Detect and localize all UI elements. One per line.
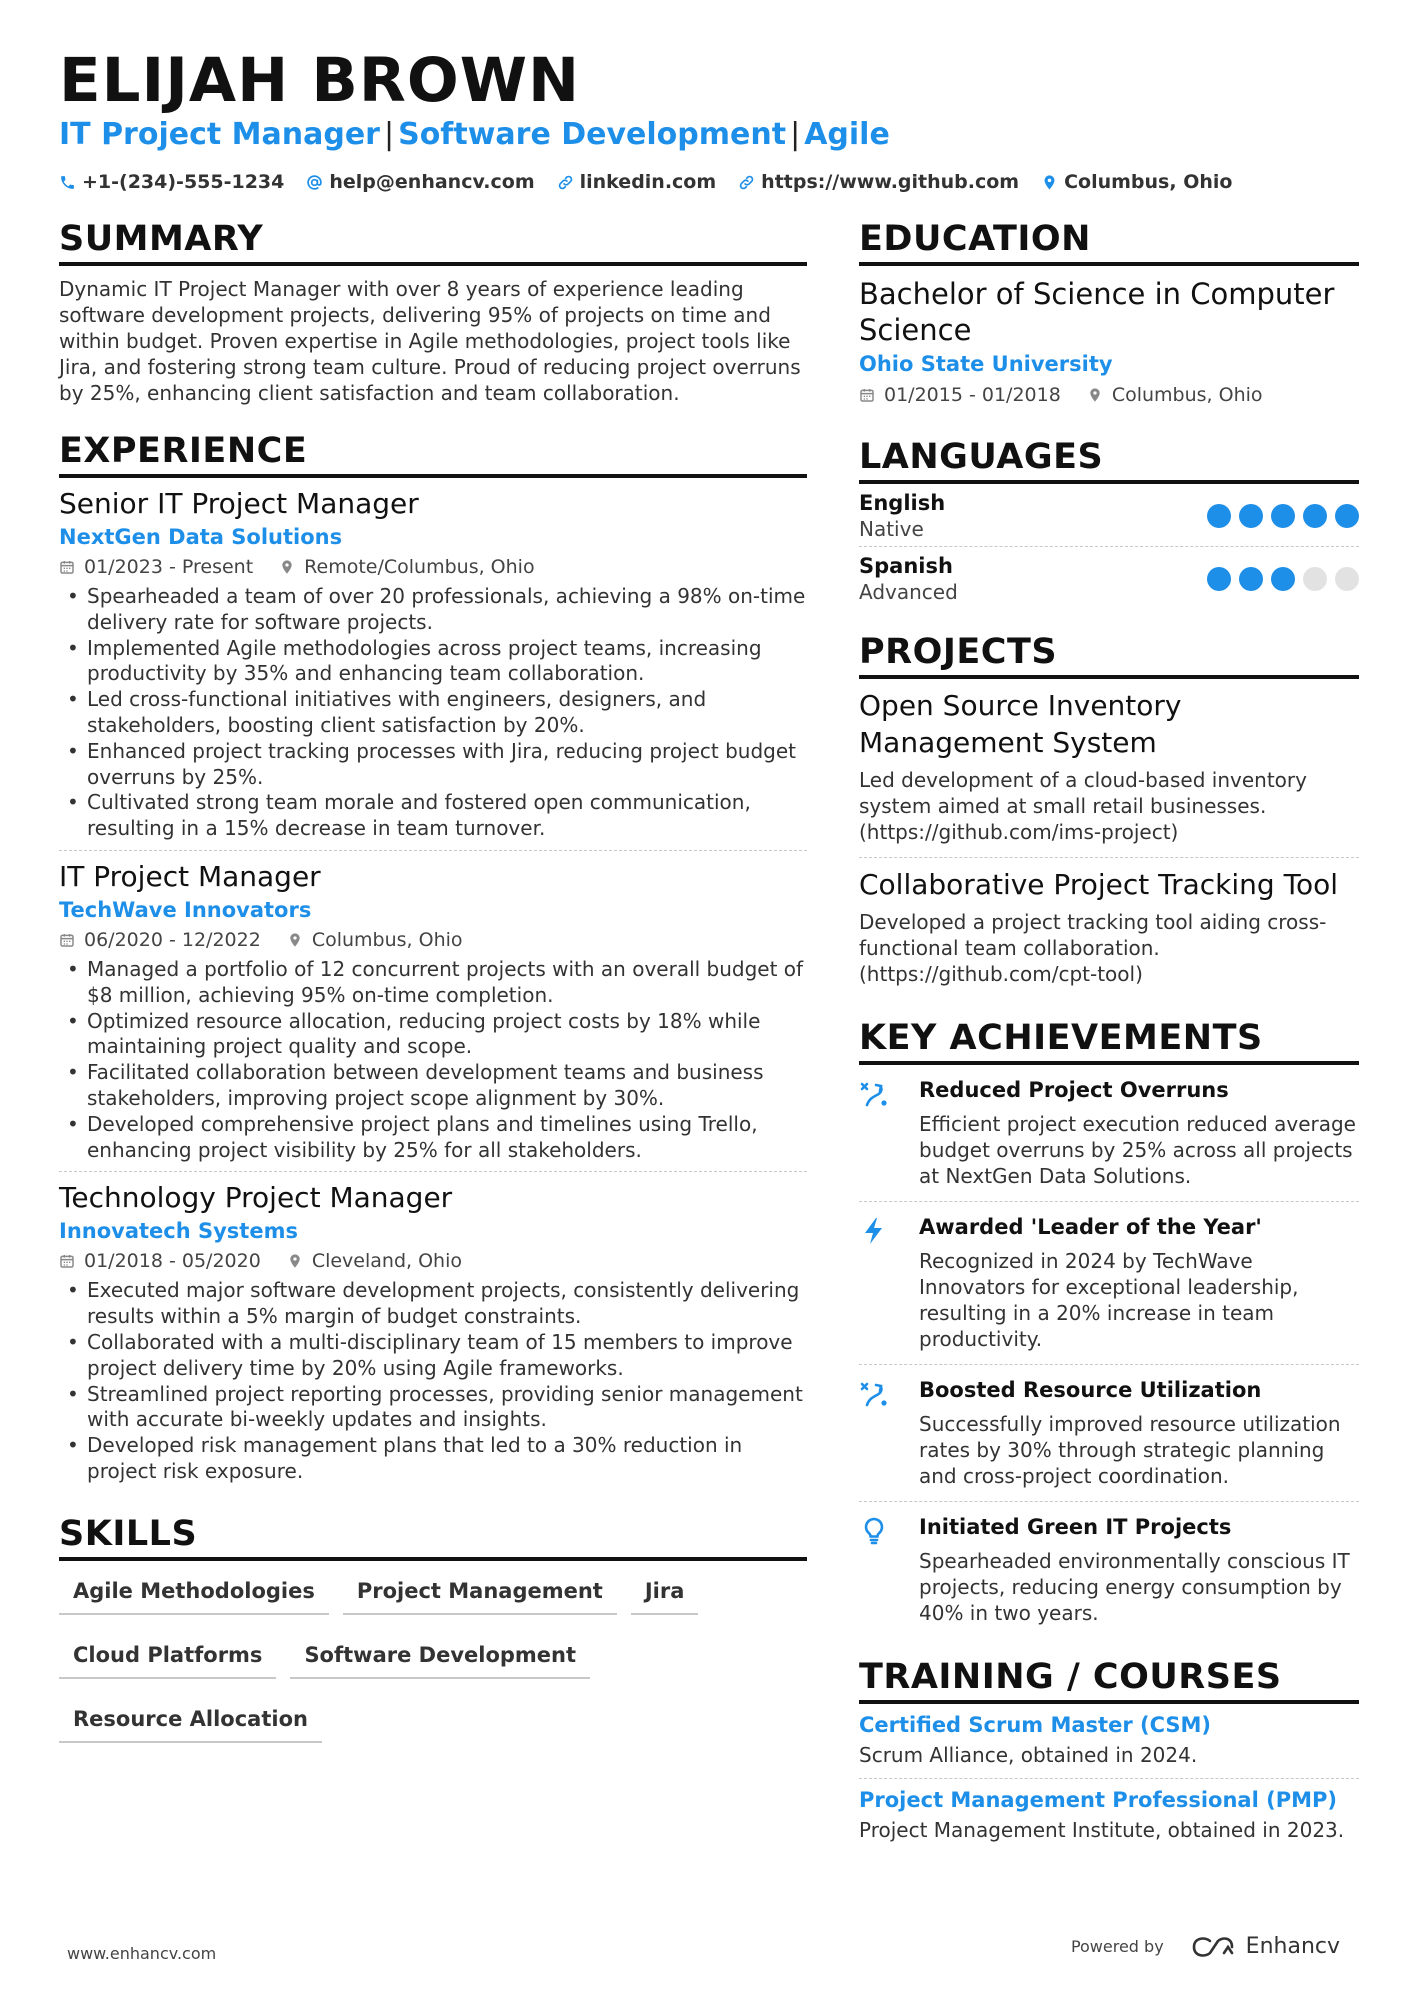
location-text: Cleveland, Ohio [311, 1250, 462, 1273]
phone-icon [59, 174, 76, 191]
date-range: 06/2020 - 12/2022 [84, 928, 261, 951]
achievement-description: Successfully improved resource utilization rates by 30% through strategic planning and cross-project coordination. [919, 1412, 1341, 1488]
training-heading: TRAINING / COURSES [859, 1656, 1359, 1704]
course-description: Scrum Alliance, obtained in 2024. [859, 1743, 1198, 1767]
bullet-item: • Spearheaded a team of over 20 professionals, achieving a 98% on-time delivery rate for software projects. [59, 584, 807, 636]
school-name: Ohio State University [859, 352, 1113, 376]
skill-tag: Project Management [343, 1573, 617, 1615]
calendar-icon [59, 1253, 75, 1269]
course-title: Certified Scrum Master (CSM) [859, 1713, 1212, 1737]
bullet-item: • Cultivated strong team morale and fostered open communication, resulting in a 15% decrease in team turnover. [59, 790, 807, 842]
left-column [59, 218, 807, 1765]
skill-tag: Cloud Platforms [59, 1637, 276, 1679]
headline [59, 115, 890, 155]
bullet-item: • Collaborated with a multi-disciplinary team of 15 members to improve project delivery time by 20% using Agile frameworks. [59, 1330, 807, 1382]
lightning-icon [859, 1216, 889, 1246]
calendar-icon [859, 387, 875, 403]
contact-phone[interactable] [59, 171, 284, 193]
date-range: 01/2023 - Present [84, 556, 254, 578]
location-text: Columbus, Ohio [311, 928, 463, 951]
rating-dot-filled [1207, 567, 1231, 591]
bullet-item: • Led cross-functional initiatives with engineers, designers, and stakeholders, boosting client satisfaction by 20%. [59, 687, 807, 739]
location-pin-icon [1041, 174, 1058, 191]
linkedin-url: linkedin.com [579, 171, 717, 193]
bullet-item: • Optimized resource allocation, reducing project costs by 18% while maintaining project quality and scope. [59, 1009, 807, 1061]
location-text: Remote/Columbus, Ohio [304, 556, 535, 578]
enhancv-logo[interactable] [1190, 1934, 1340, 1959]
job-dates [59, 925, 261, 955]
rating-dot-filled [1239, 504, 1263, 528]
achievement-icon-wrap [859, 1214, 919, 1352]
language-level: Advanced [859, 580, 958, 604]
language-name: Spanish [859, 554, 953, 578]
job-meta [59, 1246, 807, 1276]
skills-heading: SKILLS [59, 1513, 807, 1561]
languages-heading: LANGUAGES [859, 436, 1359, 484]
experience-item [59, 486, 807, 851]
company-name: TechWave Innovators [59, 897, 312, 922]
language-rating [1199, 504, 1359, 528]
project-description: Developed a project tracking tool aiding cross-functional team collaboration. (https://github.com/cpt-tool) [859, 910, 1327, 986]
language-name: English [859, 491, 946, 515]
rating-dot-filled [1271, 504, 1295, 528]
at-icon [306, 174, 323, 191]
footer-website[interactable]: www.enhancv.com [67, 1944, 217, 1963]
education-location [1087, 380, 1263, 410]
rating-dot-filled [1239, 567, 1263, 591]
github-url: https://www.github.com [761, 171, 1020, 193]
location-pin-icon [287, 932, 303, 948]
bullet-item: • Developed risk management plans that led to a 30% reduction in project risk exposure. [59, 1433, 807, 1485]
bullet-item: • Developed comprehensive project plans and timelines using Trello, enhancing project visibility by 25% for all stakeholders. [59, 1112, 807, 1164]
job-title: Senior IT Project Manager [59, 487, 419, 520]
project-item [859, 687, 1359, 858]
rating-dot-empty [1335, 567, 1359, 591]
language-rating [1199, 567, 1359, 591]
candidate-name: ELIJAH BROWN [59, 45, 581, 116]
contact-bar [59, 168, 1254, 196]
rating-dot-filled [1303, 504, 1327, 528]
language-item [859, 547, 1359, 609]
contact-github[interactable] [738, 171, 1019, 193]
job-meta [59, 925, 807, 955]
achievement-item [859, 1202, 1359, 1365]
headline-separator: | [790, 117, 801, 152]
project-item [859, 866, 1359, 999]
job-title: IT Project Manager [59, 859, 321, 893]
rating-dot-filled [1207, 504, 1231, 528]
bullet-item: • Streamlined project reporting processes, providing senior management with accurate bi-weekly updates and insights. [59, 1382, 807, 1434]
job-dates [59, 1246, 261, 1276]
contact-linkedin[interactable] [557, 171, 717, 193]
location-text: Columbus, Ohio [1064, 171, 1233, 193]
powered-by-label: Powered by [1070, 1937, 1164, 1956]
lightbulb-icon [859, 1516, 889, 1546]
achievement-title: Awarded 'Leader of the Year' [919, 1215, 1262, 1239]
contact-location [1041, 171, 1232, 193]
bullet-item: • Enhanced project tracking processes with Jira, reducing project budget overruns by 25%. [59, 739, 807, 791]
experience-heading: EXPERIENCE [59, 430, 807, 478]
achievement-item [859, 1502, 1359, 1638]
date-range: 01/2018 - 05/2020 [84, 1250, 261, 1273]
rating-dot-filled [1271, 567, 1295, 591]
job-location [279, 552, 534, 582]
education-dates [859, 380, 1061, 410]
job-dates [59, 552, 253, 582]
summary-heading: SUMMARY [59, 218, 807, 266]
language-level: Native [859, 517, 924, 541]
location-text: Columbus, Ohio [1111, 384, 1263, 406]
headline-method: Agile [804, 117, 890, 152]
education-meta [859, 380, 1359, 410]
achievements-heading: KEY ACHIEVEMENTS [859, 1017, 1359, 1065]
project-description: Led development of a cloud-based inventory system aimed at small retail businesses. (https://github.com/ims-project) [859, 768, 1307, 844]
achievement-title: Boosted Resource Utilization [919, 1378, 1262, 1402]
job-title: Technology Project Manager [59, 1181, 453, 1215]
job-bullets [59, 957, 807, 1163]
bullet-item: • Managed a portfolio of 12 concurrent projects with an overall budget of $8 million, achieving 95% on-time completion. [59, 957, 807, 1009]
job-location [287, 1246, 462, 1276]
bullet-item: • Executed major software development projects, consistently delivering results within a 5% margin of budget constraints. [59, 1278, 807, 1330]
job-meta [59, 552, 807, 582]
achievement-description: Efficient project execution reduced average budget overruns by 25% across all projects at NextGen Data Solutions. [919, 1112, 1356, 1188]
rating-dot-empty [1303, 567, 1327, 591]
achievement-item [859, 1365, 1359, 1502]
link-icon [557, 174, 574, 191]
language-item [859, 484, 1359, 547]
degree-name: Bachelor of Science in Computer Science [859, 277, 1335, 347]
skill-tag: Jira [631, 1573, 699, 1615]
project-title: Open Source Inventory Management System [859, 689, 1182, 759]
skill-tag: Software Development [290, 1637, 590, 1679]
experience-item [59, 859, 807, 1172]
achievement-title: Reduced Project Overruns [919, 1078, 1229, 1102]
contact-email[interactable] [306, 171, 534, 193]
education-heading: EDUCATION [859, 218, 1359, 266]
phone-number: +1-(234)-555-1234 [82, 171, 285, 193]
footer-branding [1071, 1934, 1340, 1959]
job-location [287, 925, 463, 955]
enhancv-logo-icon [1190, 1935, 1236, 1959]
headline-role: IT Project Manager [59, 117, 380, 152]
headline-separator: | [383, 117, 395, 152]
location-pin-icon [287, 1253, 303, 1269]
location-pin-icon [279, 559, 295, 575]
skill-tag: Resource Allocation [59, 1701, 322, 1743]
job-bullets [59, 584, 807, 842]
company-name: Innovatech Systems [59, 1219, 298, 1244]
project-title: Collaborative Project Tracking Tool [859, 868, 1338, 901]
email-address: help@enhancv.com [329, 171, 535, 193]
location-pin-icon [1087, 387, 1103, 403]
brand-name: Enhancv [1245, 1934, 1340, 1959]
rating-dot-filled [1335, 504, 1359, 528]
link-icon [738, 174, 755, 191]
course-item [859, 1779, 1359, 1853]
summary-text: Dynamic IT Project Manager with over 8 years of experience leading software development projects, delivering 95% of projects on time and within budget. Proven expertise in Agile methodologies, project tools like Jira, and fostering strong team culture. Proud of reducing project overruns by 25%, enhancing client satisfaction and team collaboration. [59, 277, 801, 405]
achievement-description: Spearheaded environmentally conscious IT projects, reducing energy consumption by 40% in two years. [919, 1549, 1350, 1625]
calendar-icon [59, 559, 75, 575]
achievement-title: Initiated Green IT Projects [919, 1515, 1232, 1539]
achievement-item [859, 1065, 1359, 1202]
experience-item [59, 1180, 807, 1492]
achievement-description: Recognized in 2024 by TechWave Innovators for exceptional leadership, resulting in a 20% increase in team productivity. [919, 1249, 1299, 1351]
right-column [859, 218, 1359, 1853]
job-bullets [59, 1278, 807, 1484]
bullet-item: • Facilitated collaboration between development teams and business stakeholders, improving project scope alignment by 30%. [59, 1060, 807, 1112]
headline-field: Software Development [398, 117, 787, 152]
course-description: Project Management Institute, obtained in 2023. [859, 1818, 1345, 1842]
skill-tag: Agile Methodologies [59, 1573, 329, 1615]
skills-list [59, 1573, 807, 1765]
achievement-icon-wrap [859, 1377, 919, 1489]
course-item [859, 1704, 1359, 1779]
company-name: NextGen Data Solutions [59, 525, 343, 549]
date-range: 01/2015 - 01/2018 [884, 384, 1061, 406]
achievement-icon-wrap [859, 1077, 919, 1189]
course-title: Project Management Professional (PMP) [859, 1788, 1337, 1812]
route-icon [859, 1379, 889, 1409]
achievement-icon-wrap [859, 1514, 919, 1626]
bullet-item: • Implemented Agile methodologies across project teams, increasing productivity by 35% and enhancing team collaboration. [59, 636, 807, 688]
route-icon [859, 1079, 889, 1109]
projects-heading: PROJECTS [859, 631, 1359, 679]
calendar-icon [59, 932, 75, 948]
